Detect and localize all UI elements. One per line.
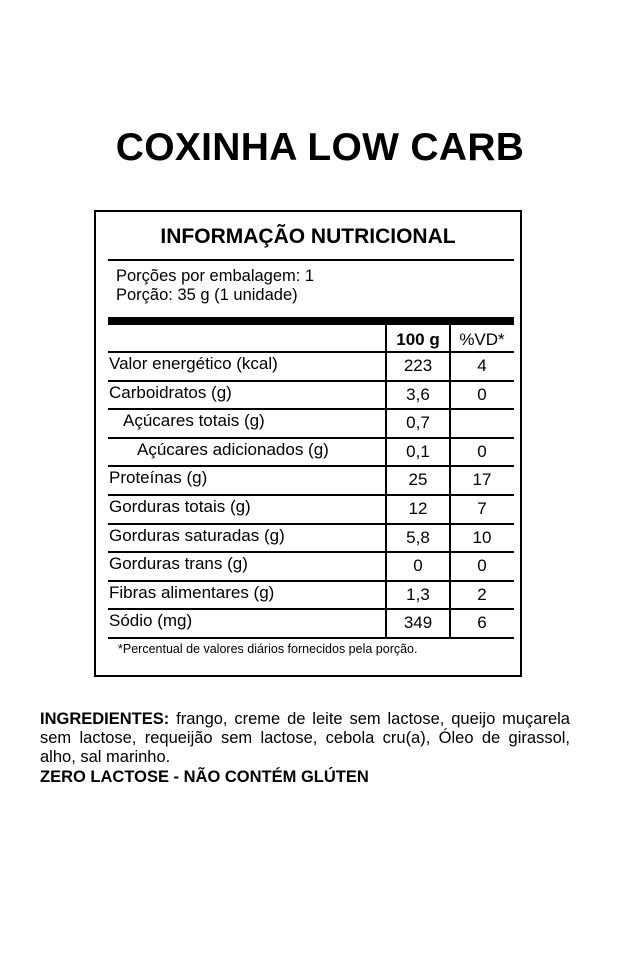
column-header-dv: %VD* xyxy=(459,330,505,349)
nutrient-label: Gorduras saturadas (g) xyxy=(109,525,285,545)
row-divider xyxy=(108,465,514,467)
nutrient-amount: 3,6 xyxy=(406,384,430,404)
nutrition-facts-table xyxy=(94,210,522,677)
row-divider xyxy=(108,580,514,582)
nutrient-label: Proteínas (g) xyxy=(109,468,208,488)
row-divider xyxy=(108,523,514,525)
nutrient-label: Açúcares totais (g) xyxy=(123,411,265,431)
row-divider xyxy=(108,494,514,496)
row-divider xyxy=(108,408,514,410)
nutrient-label: Valor energético (kcal) xyxy=(109,354,278,373)
row-divider xyxy=(108,637,514,639)
nutrient-label: Gorduras totais (g) xyxy=(109,497,251,516)
nutrition-heading: INFORMAÇÃO NUTRICIONAL xyxy=(160,225,456,248)
nutrient-label: Açúcares adicionados (g) xyxy=(137,439,329,459)
nutrient-label: Sódio (mg) xyxy=(109,611,193,631)
row-divider xyxy=(108,608,514,610)
nutrient-dv: 4 xyxy=(477,356,487,375)
nutrient-dv: 0 xyxy=(477,556,487,576)
row-divider xyxy=(108,351,514,353)
nutrient-amount: 5,8 xyxy=(406,527,430,547)
heading-divider xyxy=(108,259,514,261)
nutrient-amount: 0,1 xyxy=(406,441,430,461)
nutrient-amount: 0 xyxy=(413,556,423,576)
nutrient-dv: 2 xyxy=(477,584,487,604)
nutrient-dv: 0 xyxy=(477,384,487,404)
servings-per-package: Porções por embalagem: 1 xyxy=(116,267,315,285)
thick-divider xyxy=(108,317,514,325)
nutrient-amount: 1,3 xyxy=(406,584,430,604)
nutrient-dv: 17 xyxy=(472,470,492,490)
nutrient-dv: 10 xyxy=(472,527,492,547)
nutrient-label: Gorduras trans (g) xyxy=(109,554,248,574)
ingredients-text: frango, creme de leite sem lactose, queijo muçarela sem lactose, requeijão sem lactose, cebola cru(a), Óleo de girassol, alho, sal marinho. xyxy=(40,710,570,766)
ingredients-section xyxy=(40,710,570,767)
row-divider xyxy=(108,551,514,553)
nutrient-amount: 12 xyxy=(408,499,428,518)
nutrient-label: Fibras alimentares (g) xyxy=(109,582,275,602)
row-divider xyxy=(108,380,514,382)
ingredients-label: INGREDIENTES: xyxy=(40,710,170,728)
nutrient-amount: 25 xyxy=(408,470,428,490)
serving-size: Porção: 35 g (1 unidade) xyxy=(116,286,298,304)
nutrient-dv: 0 xyxy=(477,441,487,461)
nutrient-amount: 0,7 xyxy=(406,413,430,433)
product-title: COXINHA LOW CARB xyxy=(115,126,525,169)
dv-footnote: *Percentual de valores diários fornecidos pela porção. xyxy=(118,642,418,656)
column-header-amount: 100 g xyxy=(396,330,440,349)
nutrient-amount: 349 xyxy=(403,613,433,633)
row-divider xyxy=(108,437,514,439)
nutrient-dv: 7 xyxy=(477,499,487,518)
nutrient-dv: 6 xyxy=(477,613,487,633)
nutrient-label: Carboidratos (g) xyxy=(109,382,232,402)
allergen-claims: ZERO LACTOSE - NÃO CONTÉM GLÚTEN xyxy=(40,768,369,786)
nutrient-amount: 223 xyxy=(403,356,433,375)
